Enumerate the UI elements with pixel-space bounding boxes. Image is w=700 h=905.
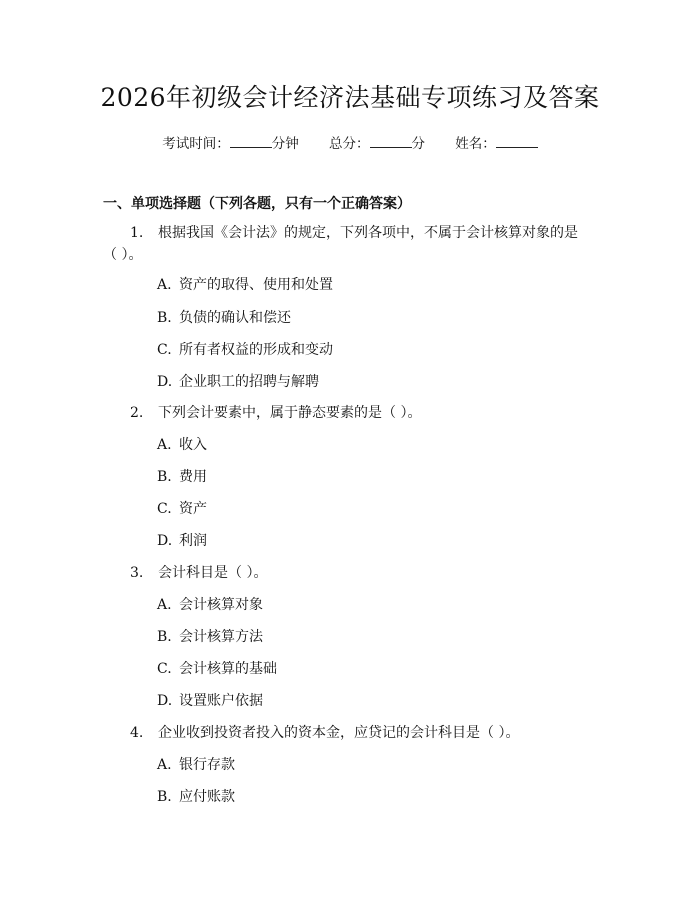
question-number: 4. — [130, 725, 144, 741]
option-text: 会计核算对象 — [179, 597, 263, 613]
question-number: 2. — [130, 405, 144, 421]
exam-time-unit: 分钟 — [271, 136, 299, 152]
total-score-blank — [370, 135, 412, 148]
option-item — [157, 754, 235, 774]
page-title: 2026年初级会计经济法基础专项练习及答案 — [100, 83, 600, 112]
option-text: 负债的确认和偿还 — [179, 310, 291, 326]
option-text: 利润 — [179, 533, 207, 549]
option-letter: C. — [157, 342, 172, 358]
total-score-unit: 分 — [411, 136, 425, 152]
option-item — [157, 498, 207, 518]
option-text: 所有者权益的形成和变动 — [179, 342, 333, 358]
total-score-label: 总分： — [329, 136, 370, 152]
question-stem — [130, 562, 267, 582]
option-letter: B. — [157, 789, 172, 805]
name-label: 姓名： — [455, 136, 496, 152]
option-item — [157, 274, 333, 294]
option-letter: A. — [157, 437, 172, 453]
option-letter: A. — [157, 757, 172, 773]
option-text: 资产 — [179, 501, 207, 517]
question-text: 会计科目是（ ）。 — [158, 565, 268, 581]
total-score-field — [329, 132, 425, 152]
option-item — [157, 530, 207, 550]
option-letter: C. — [157, 661, 172, 677]
option-item — [157, 339, 333, 359]
question-stem — [130, 402, 421, 422]
option-item — [157, 786, 235, 806]
question-text-continued: （ ）。 — [103, 247, 143, 263]
question-number: 3. — [130, 565, 144, 581]
option-text: 会计核算的基础 — [179, 661, 277, 677]
option-text: 设置账户依据 — [179, 693, 263, 709]
option-text: 收入 — [179, 437, 207, 453]
question-number: 1. — [130, 225, 144, 241]
name-blank — [496, 135, 538, 148]
option-item — [157, 434, 207, 454]
option-item — [157, 690, 263, 710]
option-text: 应付账款 — [179, 789, 235, 805]
option-letter: A. — [157, 277, 172, 293]
option-text: 会计核算方法 — [179, 629, 263, 645]
option-text: 企业职工的招聘与解聘 — [179, 374, 319, 390]
option-text: 费用 — [179, 469, 207, 485]
option-letter: B. — [157, 629, 172, 645]
option-item — [157, 594, 263, 614]
option-item — [157, 371, 319, 391]
option-letter: A. — [157, 597, 172, 613]
question-text: 根据我国《会计法》的规定，下列各项中，不属于会计核算对象的是 — [158, 225, 578, 241]
option-letter: B. — [157, 310, 172, 326]
option-item — [157, 466, 207, 486]
exam-meta-line — [0, 132, 700, 152]
exam-time-field — [162, 132, 299, 152]
option-item — [157, 307, 291, 327]
option-letter: D. — [157, 533, 173, 549]
option-item — [157, 626, 263, 646]
option-item — [157, 658, 277, 678]
exam-time-label: 考试时间： — [162, 136, 230, 152]
section-heading: 一、单项选择题（下列各题，只有一个正确答案） — [103, 196, 411, 212]
name-field — [455, 132, 538, 152]
option-letter: B. — [157, 469, 172, 485]
exam-time-blank — [230, 135, 272, 148]
option-letter: D. — [157, 693, 173, 709]
option-letter: D. — [157, 374, 173, 390]
option-letter: C. — [157, 501, 172, 517]
option-text: 银行存款 — [179, 757, 235, 773]
question-text: 下列会计要素中，属于静态要素的是（ ）。 — [158, 405, 422, 421]
question-text: 企业收到投资者投入的资本金，应贷记的会计科目是（ ）。 — [158, 725, 520, 741]
question-stem — [130, 722, 519, 742]
option-text: 资产的取得、使用和处置 — [179, 277, 333, 293]
question-stem — [130, 222, 578, 242]
